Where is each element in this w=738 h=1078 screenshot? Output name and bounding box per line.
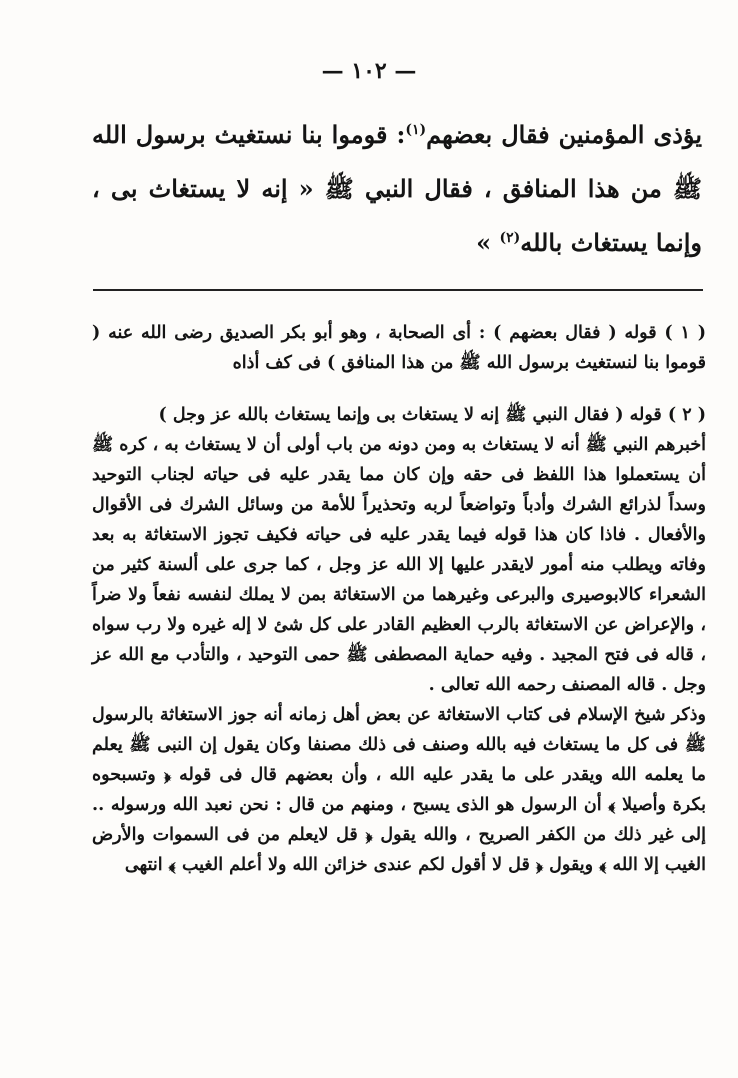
main-text xyxy=(92,108,702,270)
footnote-divider xyxy=(93,289,703,291)
page-number: — ١٠٢ — xyxy=(321,58,417,84)
footnote-1: ( ١ ) قوله ( فقال بعضهم ) : أى الصحابة ، وهو أبو بكر الصديق رضى الله عنه ( قوموا بنا لنستغيث برسول الله ﷺ من هذا المنافق ) فى كف أذاه xyxy=(92,323,706,373)
footnote-ref-1: (١) xyxy=(405,122,427,138)
main-paragraph xyxy=(92,108,702,270)
footnotes xyxy=(92,318,706,880)
footnote-ref-2: (٢) xyxy=(499,230,521,246)
main-text-part3: » xyxy=(476,228,492,257)
footnote-2-heading: ( ٢ ) قوله ( فقال النبي ﷺ إنه لا يستغاث بى وإنما يستغاث بالله عز وجل ) xyxy=(158,405,706,425)
main-text-part2: : قوموا بنا نستغيث برسول الله ﷺ من هذا المنافق ، فقال النبي ﷺ « إنه لا يستغاث بى ، وإنما يستغاث بالله xyxy=(92,120,702,257)
footnote-2-body: أخبرهم النبي ﷺ أنه لا يستغاث به ومن دونه من باب أولى أن لا يستغاث به ، كره ﷺ أن يستعملوا هذا اللفظ فى حقه وإن كان مما يقدر عليه فى حياته لجناب التوحيد وسداً لذرائع الشرك وأدباً وتواضعاً لربه وتحذيراً للأمة من وسائل الشرك فى الأقوال والأفعال . فاذا كان هذا قوله فيما يقدر عليه فى حياته فكيف تجوز الاستغاثة به بعد وفاته ويطلب منه أمور لايقدر عليها إلا الله عز وجل ، كما جرى على ألسنة كثير من الشعراء كالابوصيرى والبرعى وغيرهما من الاستغاثة بمن لا يملك لنفسه نفعاً ولا ضراً ، والإعراض عن الاستغاثة بالرب العظيم القادر على كل شئ لا إله غيره ولا رب سواه ، قاله فى فتح المجيد . وفيه حماية المصطفى ﷺ حمى التوحيد ، والتأدب مع الله عز وجل . قاله المصنف رحمه الله تعالى . وذكر شيخ الإسلام فى كتاب الاستغاثة عن بعض أهل زمانه أنه جوز الاستغاثة بالرسول ﷺ فى كل ما يستغاث فيه بالله وصنف فى ذلك مصنفا وكان يقول إن النبى ﷺ يعلم ما يعلمه الله ويقدر على ما يقدر عليه الله ، وأن بعضهم قال فى قوله ﴿ وتسبحوه بكرة وأصيلا ﴾ أن الرسول هو الذى يسبح ، ومنهم من قال : نحن نعبد الله ورسوله .. إلى غير ذلك من الكفر الصريح ، والله يقول ﴿ قل لايعلم من فى السموات والأرض الغيب إلا الله ﴾ ويقول ﴿ قل لا أقول لكم عندى خزائن الله ولا أعلم الغيب ﴾ انتهى xyxy=(92,435,706,875)
main-text-part1: يؤذى المؤمنين فقال بعضهم xyxy=(426,120,702,149)
